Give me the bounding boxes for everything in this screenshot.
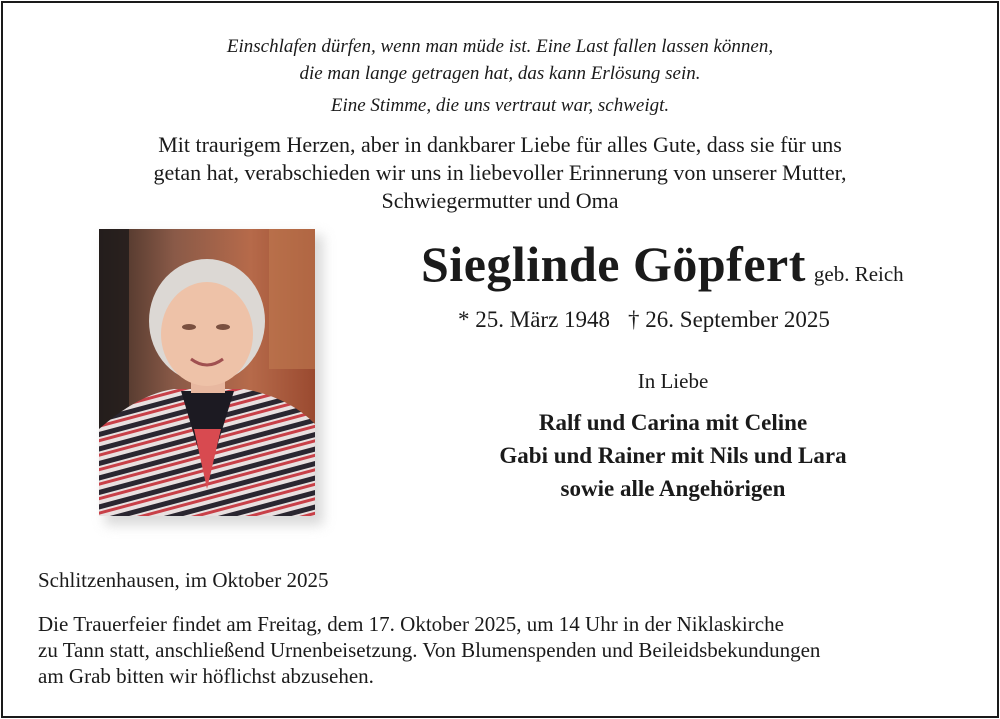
life-dates <box>458 307 830 333</box>
intro-text <box>3 131 997 215</box>
quote-line-2: die man lange getragen hat, das kann Erlösung sein. <box>299 63 701 84</box>
notice-line-3: am Grab bitten wir höflichst abzusehen. <box>38 664 374 688</box>
mourners-list <box>418 406 928 505</box>
place-date: Schlitzenhausen, im Oktober 2025 <box>38 568 329 592</box>
mourners-line-3: sowie alle Angehörigen <box>560 476 786 501</box>
in-love-label: In Liebe <box>637 369 709 393</box>
obituary-card <box>1 1 999 718</box>
mourners-line-1: Ralf und Carina mit Celine <box>538 410 808 435</box>
birth-date: * 25. März 1948 <box>458 307 611 332</box>
deceased-name: Sieglinde Göpfert <box>421 236 806 292</box>
quote-block <box>3 33 997 87</box>
portrait-photo <box>99 229 315 516</box>
intro-line-2: getan hat, verabschieden wir uns in liebevoller Erinnerung von unserer Mutter, <box>153 160 847 185</box>
birth-name: geb. Reich <box>813 262 904 286</box>
quote-line-3: Eine Stimme, die uns vertraut war, schweigt. <box>330 95 670 116</box>
notice-line-2: zu Tann statt, anschließend Urnenbeisetzung. Von Blumenspenden und Beileidsbekundungen <box>38 638 821 662</box>
mourners-line-2: Gabi und Rainer mit Nils und Lara <box>499 443 847 468</box>
intro-line-1: Mit traurigem Herzen, aber in dankbarer Liebe für alles Gute, dass sie für uns <box>158 132 842 157</box>
deceased-name-row <box>421 235 904 293</box>
quote-line-1: Einschlafen dürfen, wenn man müde ist. Eine Last fallen lassen können, <box>226 36 774 57</box>
notice-line-1: Die Trauerfeier findet am Freitag, dem 17. Oktober 2025, um 14 Uhr in der Niklaskirche <box>38 612 784 636</box>
death-date: † 26. September 2025 <box>628 307 830 332</box>
funeral-notice <box>38 611 973 689</box>
intro-line-3: Schwiegermutter und Oma <box>381 188 619 213</box>
